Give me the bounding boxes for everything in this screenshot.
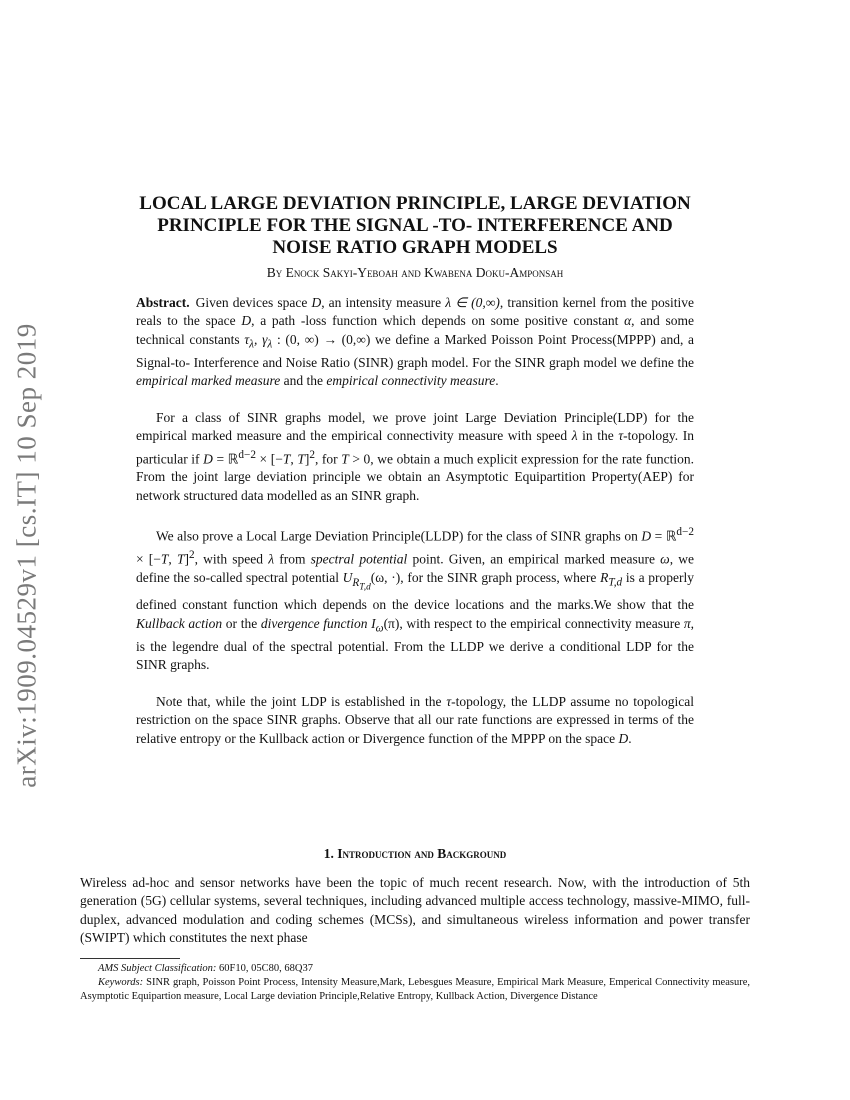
title-line-2: PRINCIPLE FOR THE SIGNAL -TO- INTERFERENCE AND xyxy=(157,215,673,236)
math-symbol: I xyxy=(367,615,376,631)
title-line-3: NOISE RATIO GRAPH MODELS xyxy=(272,237,558,258)
text-run: point. Given, an empirical marked measure xyxy=(407,551,661,567)
math-expression: = ℝ xyxy=(212,451,239,467)
math-superscript: d−2 xyxy=(238,448,256,461)
text-run: we define a Marked Poisson Point Process(MPPP) and, a Signal-to- Interference and Noise Ratio (SINR) graph model. For the SINR graph model we define the xyxy=(136,331,695,370)
text-run: , and some technical constants xyxy=(136,313,694,347)
paper-title xyxy=(80,193,750,259)
arxiv-identifier-stamp xyxy=(2,260,52,850)
math-symbol: T xyxy=(297,451,305,467)
footnote-divider xyxy=(80,958,180,959)
text-run: Note that, while the joint LDP is established in the xyxy=(156,693,447,709)
math-subscript: T,d xyxy=(608,576,623,589)
text-run: is a properly defined constant function which depends on the device locations and the marks.We show that the xyxy=(136,570,694,613)
math-expression: × [− xyxy=(136,551,161,567)
text-run: or the xyxy=(222,615,261,631)
math-superscript: d−2 xyxy=(676,526,694,539)
text-run: , is the legendre dual of the spectral potential. From the LLDP we derive a conditional LDP for the SINR graphs. xyxy=(136,615,694,673)
text-run: -topology, the LLDP assume no topological restriction on the space SINR graphs. Observe that all our rate functions are expressed in terms of the relative entropy or the Kullback action or Divergence function of the MPPP on the space xyxy=(136,693,695,746)
emphasis: empirical marked measure xyxy=(136,373,281,389)
text-run: , we define the so-called spectral potential xyxy=(136,551,694,586)
emphasis: spectral potential xyxy=(310,551,408,567)
math-expression: ] xyxy=(184,551,189,567)
math-symbol: T xyxy=(160,551,169,567)
math-symbol: λ xyxy=(268,551,275,567)
math-expression: λ ∈ (0,∞) xyxy=(445,295,500,310)
abstract-paragraph-2 xyxy=(136,409,694,506)
abstract-paragraph-1 xyxy=(136,294,694,391)
math-symbol: τ xyxy=(446,693,452,709)
math-subscript: ω xyxy=(375,622,384,635)
math-symbol: D xyxy=(618,730,629,746)
math-subscript: λ xyxy=(267,338,273,351)
math-expression: × [− xyxy=(255,451,283,467)
math-symbol: D xyxy=(203,451,213,467)
abstract xyxy=(136,294,694,766)
text-run: , with respect to the empirical connectivity measure xyxy=(399,615,684,631)
text-run: . xyxy=(628,730,632,746)
math-expression: (ω, ·) xyxy=(370,570,401,586)
math-expression: > 0 xyxy=(348,451,371,467)
math-subscript-symbol: R xyxy=(352,576,360,589)
math-symbol: D xyxy=(241,313,252,329)
math-subsubscript: T,d xyxy=(359,582,371,592)
math-subscript xyxy=(352,576,371,592)
math-expression: (π) xyxy=(383,615,400,631)
math-expression: , xyxy=(290,451,298,467)
abstract-paragraph-3 xyxy=(136,523,694,674)
emphasis: empirical connectivity measure xyxy=(326,373,496,389)
text-run: , for the SINR graph process, where xyxy=(400,570,601,586)
math-expression: = ℝ xyxy=(651,528,677,544)
text-run: . xyxy=(495,373,499,389)
math-symbol: R xyxy=(600,570,609,586)
math-expression: , xyxy=(168,551,177,567)
keywords-label: Keywords: xyxy=(98,977,144,989)
emphasis: divergence function xyxy=(260,615,368,631)
math-symbol: π xyxy=(683,615,691,631)
math-symbol: D xyxy=(311,295,322,310)
math-symbol: T xyxy=(176,551,185,567)
text-run: We also prove a Local Large Deviation Principle(LLDP) for the class of SINR graphs on xyxy=(156,528,642,544)
emphasis: Kullback action xyxy=(136,615,223,631)
math-symbol: τ xyxy=(618,428,624,444)
msc-value: 60F10, 05C80, 68Q37 xyxy=(216,963,313,974)
math-superscript: 2 xyxy=(309,448,315,461)
msc-footnote xyxy=(80,962,750,976)
abstract-paragraph-4 xyxy=(136,693,694,748)
text-run: from xyxy=(274,551,311,567)
text-run: , we obtain a much explicit expression for the rate function. From the joint large deviation principle we obtain an Asymptotic Equipartition Property(AEP) for network structured data modelled as an SINR graph. xyxy=(136,451,694,503)
math-symbol: T xyxy=(341,451,349,467)
math-symbol: T xyxy=(282,451,291,467)
math-symbol: τ xyxy=(244,331,250,347)
section-heading: 1. Introduction and Background xyxy=(323,846,507,861)
math-subscript: λ xyxy=(249,338,255,351)
math-symbol: U xyxy=(342,570,353,586)
paper-authors: By Enock Sakyi-Yeboah and Kwabena Doku-Amponsah xyxy=(266,265,564,280)
math-symbol: α xyxy=(624,313,632,329)
text-run: For a class of SINR graphs model, we prove joint Large Deviation Principle(LDP) for the empirical marked measure and the empirical connectivity measure with speed xyxy=(136,409,694,444)
keywords-value: SINR graph, Poisson Point Process, Intensity Measure,Mark, Lebesgues Measure, Empirical Mark Measure, Emperical Connectivity measure, Asymptotic Equipartion measure, Local Large deviation Principle,Relative Entropy, Kullback Action, Divergence Distance xyxy=(80,977,750,1003)
math-expression: ] xyxy=(304,451,310,467)
text-run: , for xyxy=(314,451,342,467)
text-run: , a path -loss function which depends on some positive constant xyxy=(251,313,625,329)
title-line-1: LOCAL LARGE DEVIATION PRINCIPLE, LARGE DEVIATION xyxy=(139,193,691,214)
math-symbol: D xyxy=(641,528,652,544)
math-symbol: ω xyxy=(660,551,670,567)
text-run: , transition kernel from the positive reals to the space xyxy=(136,295,695,329)
introduction-paragraph: Wireless ad-hoc and sensor networks have been the topic of much recent research. Now, with the introduction of 5th generation (5G) cellular systems, several techniques, including advanced multiple access technology, massive-MIMO, full-duplex, advanced modulation and coding schemes (MCSs), and simultaneous wireless information and power transfer (SWIPT) which constitutes the next phase xyxy=(80,875,750,946)
arxiv-identifier-text: arXiv:1909.04529v1 [cs.IT] 10 Sep 2019 xyxy=(11,322,42,788)
math-expression: : (0, ∞) → (0,∞) xyxy=(272,331,371,347)
text-run: -topology. In particular if xyxy=(136,428,694,467)
abstract-label: Abstract. xyxy=(136,295,190,310)
keywords-footnote xyxy=(80,976,750,1004)
footnotes xyxy=(80,962,750,1005)
math-symbol: λ xyxy=(571,428,578,444)
msc-label: AMS Subject Classification: xyxy=(98,963,217,974)
text-run: , with speed xyxy=(194,551,269,567)
text-run: in the xyxy=(577,428,619,444)
text-run: and the xyxy=(280,373,327,389)
math-superscript: 2 xyxy=(188,549,195,562)
text-run: Given devices space xyxy=(195,295,312,310)
text-run: , an intensity measure xyxy=(321,295,446,310)
math-symbol: , γ xyxy=(254,331,268,347)
